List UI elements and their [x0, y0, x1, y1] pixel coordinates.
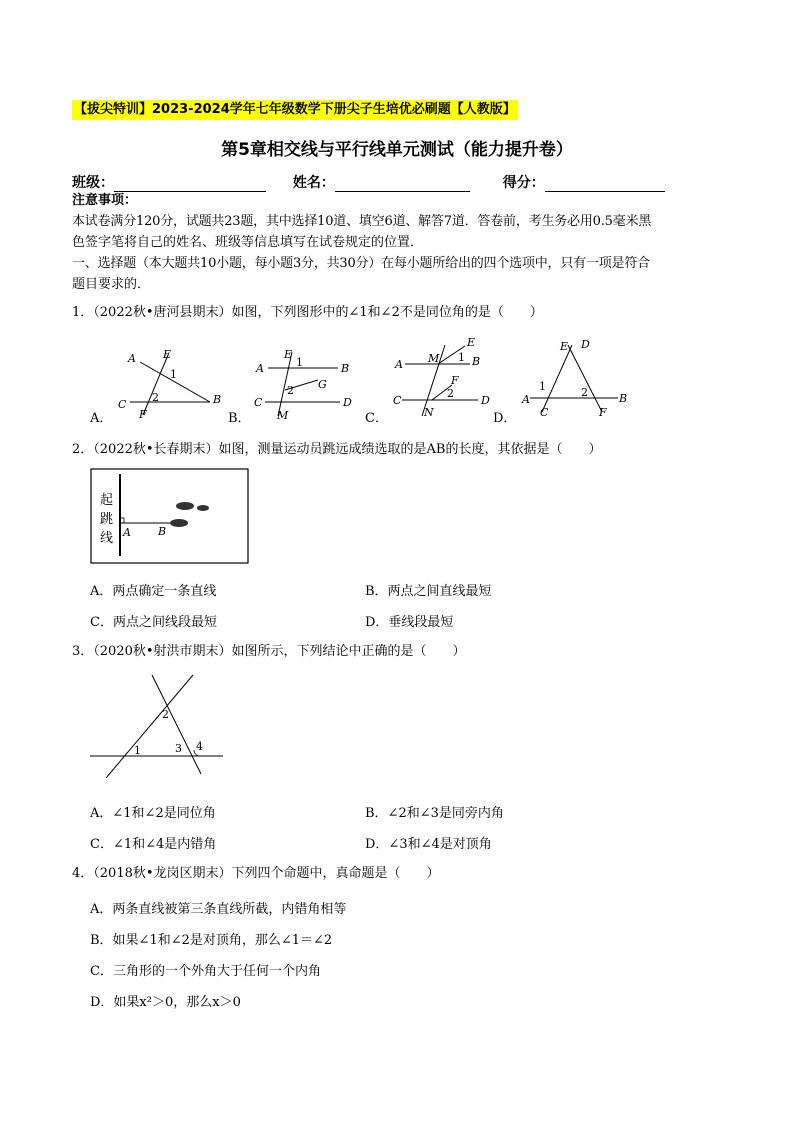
label: C — [254, 396, 263, 409]
label: N — [424, 406, 434, 419]
option-letter: B． — [228, 411, 251, 426]
student-info-row — [72, 172, 665, 192]
label: M — [277, 409, 289, 422]
label: E — [163, 348, 172, 361]
score-blank[interactable] — [545, 177, 665, 192]
q3-option-a[interactable]: A．∠1和∠2是同位角 — [90, 806, 216, 821]
score-label: 得分： — [502, 175, 545, 191]
q4-option-d[interactable]: D．如果x²＞0，那么x＞0 — [90, 995, 241, 1010]
q3-option-c[interactable]: C．∠1和∠4是内错角 — [90, 837, 217, 852]
class-label: 班级： — [72, 175, 114, 191]
label: A — [522, 393, 530, 406]
label: D — [343, 396, 352, 409]
q3-option-b[interactable]: B．∠2和∠3是同旁内角 — [365, 806, 504, 821]
question-4-stem: 4．（2018秋•龙岗区期末）下列四个命题中，真命题是（ ） — [72, 866, 440, 881]
label: 2 — [287, 384, 294, 397]
figure-1b — [254, 348, 352, 422]
question-3-figure — [88, 670, 238, 780]
svg-text:线: 线 — [100, 531, 114, 546]
label: F — [139, 408, 147, 421]
svg-text:2: 2 — [162, 708, 169, 721]
figure-1d — [521, 338, 627, 419]
label: F — [599, 406, 607, 419]
question-3-stem: 3．（2020秋•射洪市期末）如图所示，下列结论中正确的是（ ） — [72, 644, 466, 659]
label: D — [581, 338, 590, 351]
option-letter: C． — [365, 411, 388, 426]
label: B — [341, 362, 350, 375]
label: E — [284, 348, 293, 361]
footprint-icon — [197, 505, 209, 511]
svg-text:1: 1 — [134, 744, 141, 757]
label: C — [540, 406, 549, 419]
svg-text:4: 4 — [196, 740, 203, 753]
svg-text:3: 3 — [175, 742, 182, 755]
label: A — [128, 352, 136, 365]
section-heading-line-1: 一、选择题（本大题共10小题，每小题3分，共30分）在每小题所给出的四个选项中，只有一项是符合 — [72, 256, 650, 271]
series-banner: 【拔尖特训】2023-2024学年七年级数学下册尖子生培优必刷题【人教版】 — [72, 100, 518, 120]
figure-1a — [118, 348, 221, 421]
name-blank[interactable] — [335, 177, 470, 192]
question-1-stem: 1．（2022秋•唐河县期末）如图，下列图形中的∠1和∠2不是同位角的是（ ） — [72, 305, 543, 320]
footprint-icon — [170, 519, 188, 527]
label: A — [395, 358, 403, 371]
notes-line-2: 色签字笔将自己的姓名、班级等信息填写在试卷规定的位置． — [72, 235, 424, 250]
svg-text:起: 起 — [100, 493, 114, 508]
label: F — [451, 374, 459, 387]
q3-option-d[interactable]: D．∠3和∠4是对顶角 — [365, 837, 492, 852]
svg-text:A: A — [123, 526, 131, 539]
label: A — [256, 362, 264, 375]
svg-text:跳: 跳 — [100, 512, 114, 527]
q2-option-b[interactable]: B．两点之间直线最短 — [365, 584, 492, 599]
label: 1 — [458, 351, 465, 364]
label: 1 — [539, 380, 546, 393]
option-letter: A． — [90, 411, 113, 426]
notes-line-1: 本试卷满分120分，试题共23题，其中选择10道、填空6道、解答7道．答卷前，考生务必用0.5毫米黑 — [72, 214, 652, 229]
name-label: 姓名： — [292, 175, 335, 191]
label: M — [428, 352, 440, 365]
label: E — [467, 336, 476, 349]
figure-1c — [393, 336, 490, 419]
notes-heading: 注意事项： — [72, 193, 138, 208]
q4-option-c[interactable]: C．三角形的一个外角大于任何一个内角 — [90, 964, 321, 979]
label: 1 — [170, 368, 177, 381]
label: D — [481, 394, 490, 407]
label: 2 — [152, 391, 159, 404]
question-2-figure — [90, 468, 250, 564]
label: G — [318, 378, 327, 391]
label: C — [118, 398, 127, 411]
svg-text:B: B — [158, 525, 167, 538]
section-heading-line-2: 题目要求的． — [72, 277, 151, 292]
option-letter: D． — [493, 411, 517, 426]
label: E — [560, 340, 569, 353]
label: 2 — [447, 387, 454, 400]
q2-option-d[interactable]: D．垂线段最短 — [365, 615, 454, 630]
label: B — [472, 355, 481, 368]
label: B — [213, 393, 222, 406]
q2-option-c[interactable]: C．两点之间线段最短 — [90, 615, 217, 630]
label: 1 — [296, 356, 303, 369]
question-2-stem: 2．（2022秋•长春期末）如图，测量运动员跳远成绩选取的是AB的长度，其依据是（ ） — [72, 442, 602, 457]
footprint-icon — [176, 502, 194, 510]
q4-option-a[interactable]: A．两条直线被第三条直线所截，内错角相等 — [90, 902, 347, 917]
page-title: 第5章相交线与平行线单元测试（能力提升卷） — [221, 140, 573, 160]
q4-option-b[interactable]: B．如果∠1和∠2是对顶角，那么∠1＝∠2 — [90, 933, 333, 948]
q2-option-a[interactable]: A．两点确定一条直线 — [90, 584, 217, 599]
label: 2 — [581, 386, 588, 399]
label: B — [619, 392, 628, 405]
label: C — [393, 394, 402, 407]
question-1-figures — [0, 330, 794, 430]
